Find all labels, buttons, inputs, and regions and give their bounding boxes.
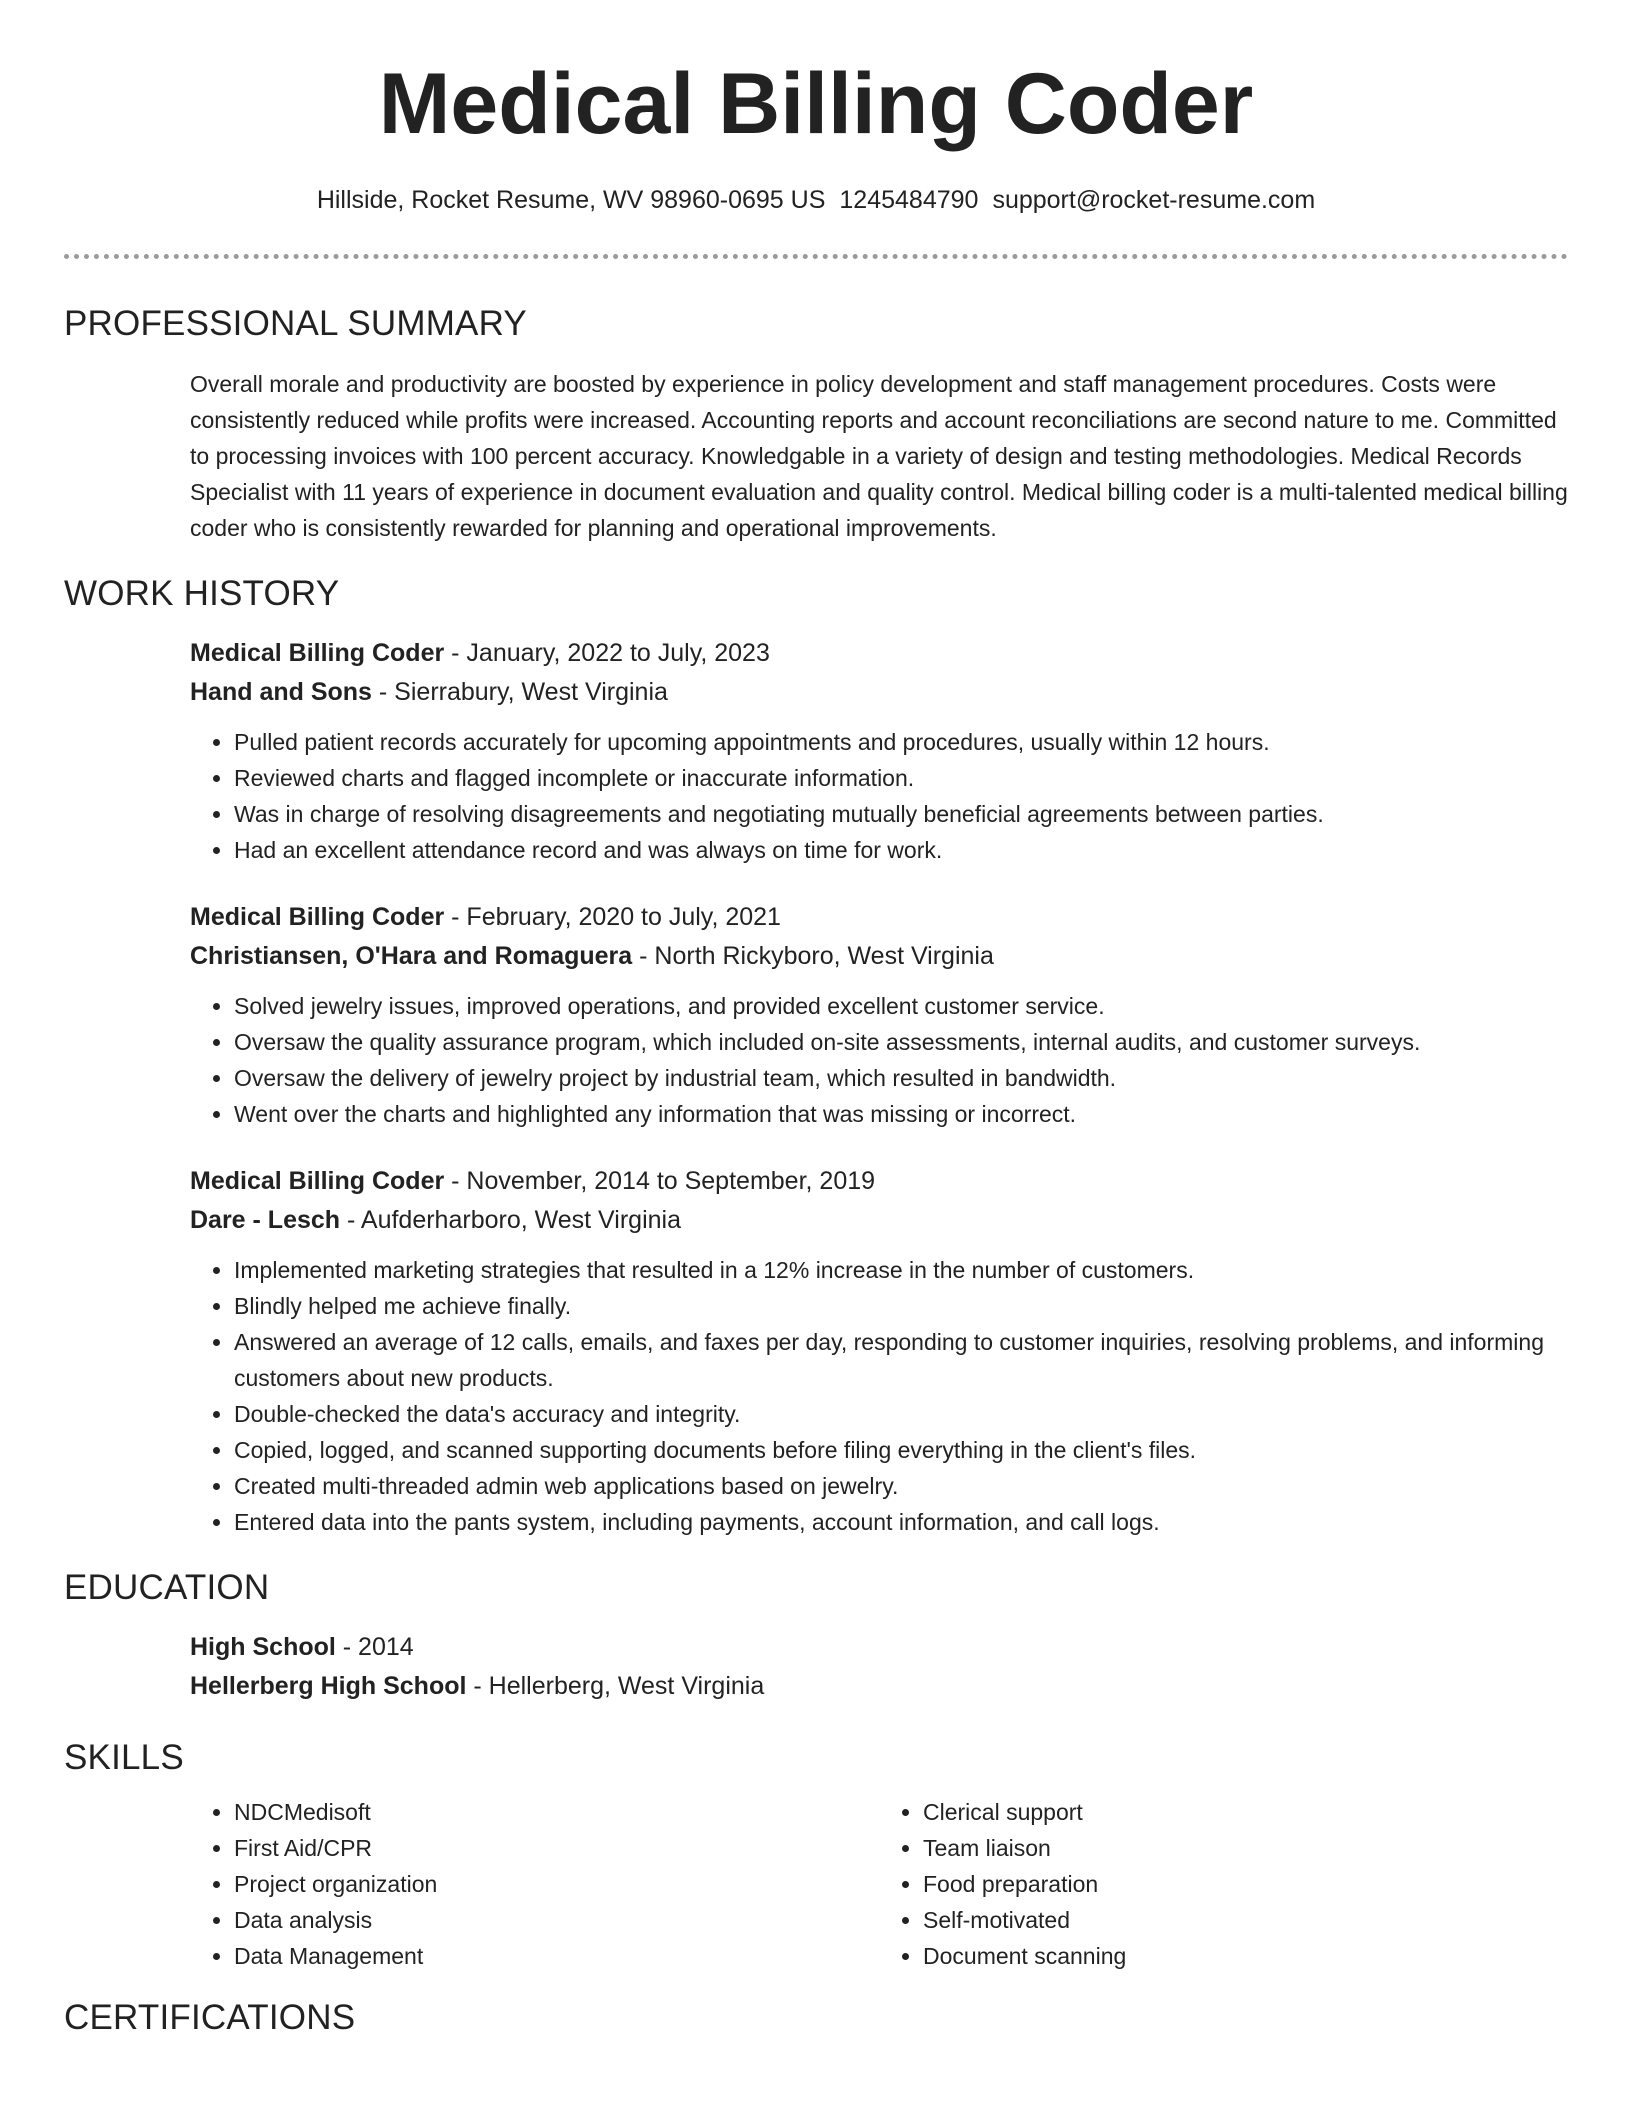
skill-item: • Food preparation: [923, 1866, 1568, 1902]
skill-item: • Self-motivated: [923, 1902, 1568, 1938]
job-bullet: • Oversaw the delivery of jewelry project by industrial team, which resulted in bandwidth.: [234, 1060, 1568, 1096]
certifications-section: [0, 1996, 1632, 2040]
contact-line: [0, 184, 1632, 216]
contact-email: support@rocket-resume.com: [992, 186, 1316, 214]
education-heading: EDUCATION: [64, 1568, 270, 1607]
job-bullet: • Had an excellent attendance record and was always on time for work.: [234, 832, 1568, 868]
job-bullet: • Pulled patient records accurately for upcoming appointments and procedures, usually within 12 hours.: [234, 724, 1568, 760]
education-location: - Hellerberg, West Virginia: [466, 1672, 765, 1700]
summary-heading: PROFESSIONAL SUMMARY: [64, 304, 527, 343]
work-history-heading: WORK HISTORY: [64, 574, 340, 613]
job-location: - Sierrabury, West Virginia: [371, 678, 668, 706]
job-dates: - February, 2020 to July, 2021: [444, 903, 781, 931]
summary-section: [0, 302, 1632, 546]
job-entry: [190, 634, 1568, 868]
job-company-line: [190, 937, 1568, 976]
work-history-section: [0, 572, 1632, 1540]
education-section: [0, 1566, 1632, 1706]
job-location: - Aufderharboro, West Virginia: [340, 1206, 681, 1234]
skill-item: • NDCMedisoft: [234, 1794, 879, 1830]
job-bullet: • Entered data into the pants system, including payments, account information, and call logs.: [234, 1504, 1568, 1540]
job-bullet: • Oversaw the quality assurance program, which included on-site assessments, internal audits, and customer surveys.: [234, 1024, 1568, 1060]
resume-name: Medical Billing Coder: [378, 56, 1254, 152]
job-bullet: • Reviewed charts and flagged incomplete or inaccurate information.: [234, 760, 1568, 796]
skill-item: • Document scanning: [923, 1938, 1568, 1974]
summary-text: Overall morale and productivity are boosted by experience in policy development and staff management procedures. Costs were consistently reduced while profits were increased. Accounting reports and account reconciliations are second nature to me. Committed to processing invoices with 100 percent accuracy. Knowledgable in a variety of design and testing methodologies. Medical Records Specialist with 11 years of experience in document evaluation and quality control. Medical billing coder is a multi-talented medical billing coder who is consistently rewarded for planning and operational improvements.: [190, 371, 1568, 541]
job-company-line: [190, 673, 1568, 712]
job-bullet: • Was in charge of resolving disagreements and negotiating mutually beneficial agreements between parties.: [234, 796, 1568, 832]
job-title-line: [190, 1162, 1568, 1201]
education-year: - 2014: [335, 1633, 414, 1661]
skill-item: • First Aid/CPR: [234, 1830, 879, 1866]
skill-item: • Data analysis: [234, 1902, 879, 1938]
job-bullets: [190, 724, 1568, 868]
job-bullets: [190, 988, 1568, 1132]
job-bullet: • Implemented marketing strategies that resulted in a 12% increase in the number of customers.: [234, 1252, 1568, 1288]
education-school-line: [190, 1667, 1568, 1706]
skill-item: • Project organization: [234, 1866, 879, 1902]
header-divider: [64, 254, 1568, 259]
job-dates: - January, 2022 to July, 2023: [444, 639, 770, 667]
contact-phone: 1245484790: [839, 186, 979, 214]
skill-item: • Team liaison: [923, 1830, 1568, 1866]
job-title: Medical Billing Coder: [190, 1167, 445, 1195]
education-degree-line: [190, 1628, 1568, 1667]
job-entry: [190, 1162, 1568, 1540]
job-bullet: • Copied, logged, and scanned supporting documents before filing everything in the client's files.: [234, 1432, 1568, 1468]
job-company: Christiansen, O'Hara and Romaguera: [190, 942, 633, 970]
job-bullet: • Blindly helped me achieve finally.: [234, 1288, 1568, 1324]
certifications-heading: CERTIFICATIONS: [64, 1998, 356, 2037]
contact-address: Hillside, Rocket Resume, WV 98960-0695 US: [316, 186, 826, 214]
job-dates: - November, 2014 to September, 2019: [444, 1167, 876, 1195]
job-location: - North Rickyboro, West Virginia: [632, 942, 994, 970]
job-title: Medical Billing Coder: [190, 903, 445, 931]
skill-item: • Clerical support: [923, 1794, 1568, 1830]
job-bullet: • Double-checked the data's accuracy and integrity.: [234, 1396, 1568, 1432]
skills-grid: [190, 1794, 1568, 1974]
job-title-line: [190, 634, 1568, 673]
job-bullet: • Created multi-threaded admin web applications based on jewelry.: [234, 1468, 1568, 1504]
skill-item: • Data Management: [234, 1938, 879, 1974]
education-school: Hellerberg High School: [190, 1672, 467, 1700]
job-company: Dare - Lesch: [190, 1206, 341, 1234]
job-title: Medical Billing Coder: [190, 639, 445, 667]
job-bullet: • Went over the charts and highlighted any information that was missing or incorrect.: [234, 1096, 1568, 1132]
job-bullet: • Answered an average of 12 calls, emails, and faxes per day, responding to customer inquiries, resolving problems, and informing customers about new products.: [234, 1324, 1568, 1396]
job-company: Hand and Sons: [190, 678, 372, 706]
job-company-line: [190, 1201, 1568, 1240]
skills-column-right: [879, 1794, 1568, 1974]
job-bullets: [190, 1252, 1568, 1540]
skills-column-left: [190, 1794, 879, 1974]
job-title-line: [190, 898, 1568, 937]
education-degree: High School: [190, 1633, 336, 1661]
job-entry: [190, 898, 1568, 1132]
skills-heading: SKILLS: [64, 1738, 184, 1777]
job-bullet: • Solved jewelry issues, improved operations, and provided excellent customer service.: [234, 988, 1568, 1024]
skills-section: [0, 1736, 1632, 1974]
